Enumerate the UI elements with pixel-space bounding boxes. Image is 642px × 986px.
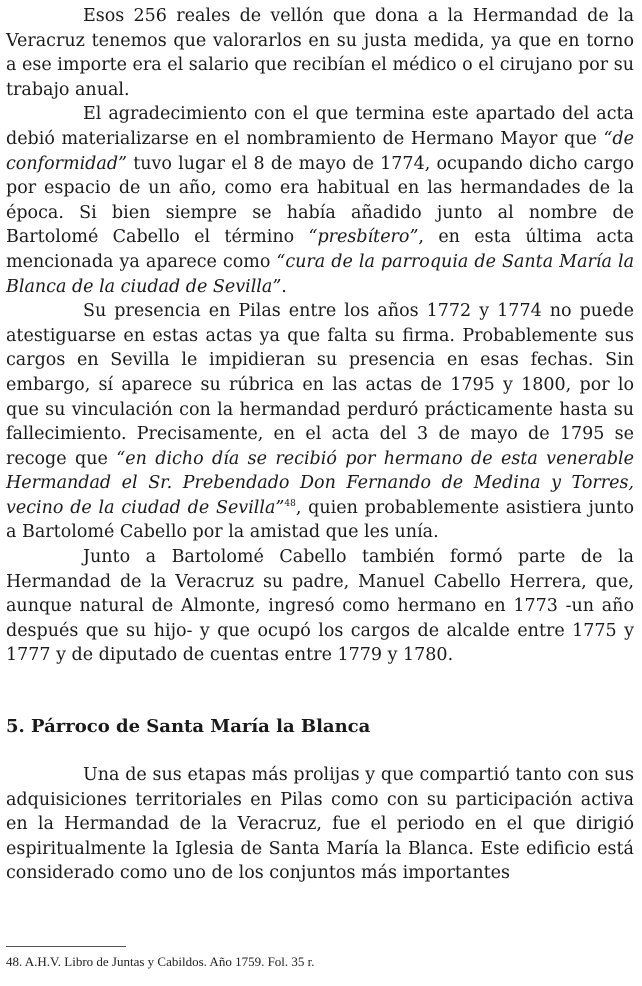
paragraph-text: . (281, 276, 287, 297)
paragraph (6, 299, 634, 545)
paragraph-text: , en esta última acta mencionada ya aparece como (6, 227, 634, 272)
heading-spacer (6, 739, 634, 763)
paragraph (6, 545, 634, 668)
quoted-text: “presbítero” (308, 227, 419, 248)
paragraph-text: Una de sus etapas más prolijas y que compartió tanto con sus adquisiciones territoriales en Pilas como con su participación activa en la Hermandad de la Veracruz, fue el periodo en el que dirigió espiritualmente la Iglesia de Santa María la Blanca. Este edificio está considerado como uno de los conjuntos más importantes (6, 765, 634, 884)
document-page (6, 4, 634, 886)
section-spacer (6, 668, 634, 715)
footnote-divider (6, 946, 126, 947)
paragraph-text: tuvo lugar el 8 de mayo de 1774, ocupando dicho cargo por espacio de un año, como era habitual en las hermandades de la época. Si bien siempre se había añadido junto al nombre de Bartolomé Cabello el término (6, 153, 634, 248)
section-body-text (6, 763, 634, 886)
paragraph (6, 4, 634, 102)
paragraph-text: Su presencia en Pilas entre los años 1772 y 1774 no puede atestiguarse en estas actas ya que falta su firma. Probablemente sus cargos en Sevilla le impidieran su presencia en esas fechas. Sin embargo, sí aparece su rúbrica en las actas de 1795 y 1800, por lo que su vinculación con la hermandad perduró prácticamente hasta su fallecimiento. Precisamente, en el acta del 3 de mayo de 1795 se recoge que (6, 301, 634, 469)
paragraph-text: Esos 256 reales de vellón que dona a la Hermandad de la Veracruz tenemos que valorarlos en su justa medida, ya que en torno a ese importe era el salario que recibían el médico o el cirujano por su trabajo anual. (6, 6, 634, 100)
quoted-text: “cura de la parroquia de Santa María la Blanca de la ciudad de Sevilla” (6, 251, 635, 297)
paragraph (6, 763, 634, 886)
paragraph-text: El agradecimiento con el que termina este apartado del acta debió materializarse en el nombramiento de Hermano Mayor que (6, 104, 634, 149)
paragraph-text: Junto a Bartolomé Cabello también formó parte de la Hermandad de la Veracruz su padre, Manuel Cabello Herrera, que, aunque natural de Almonte, ingresó como hermano en 1773 -un año después que su hijo- y que ocupó los cargos de alcalde entre 1775 y 1777 y de diputado de cuentas entre 1779 y 1780. (6, 547, 634, 666)
section-heading: 5. Párroco de Santa María la Blanca (6, 716, 371, 738)
footnote-48: 48. A.H.V. Libro de Juntas y Cabildos. Año 1759. Fol. 35 r. (6, 954, 315, 969)
quoted-text: “de conformidad” (6, 128, 634, 174)
footnote-reference: 48 (284, 499, 296, 510)
quoted-text: “en dicho día se recibió por hermano de esta venerable Hermandad el Sr. Prebendado Don Fernando de Medina y Torres, vecino de la ciudad de Sevilla” (6, 448, 635, 518)
paragraph (6, 102, 634, 299)
paragraph-text: , quien probablemente asistiera junto a Bartolomé Cabello por la amistad que les unía. (6, 497, 634, 543)
body-text (6, 4, 634, 668)
